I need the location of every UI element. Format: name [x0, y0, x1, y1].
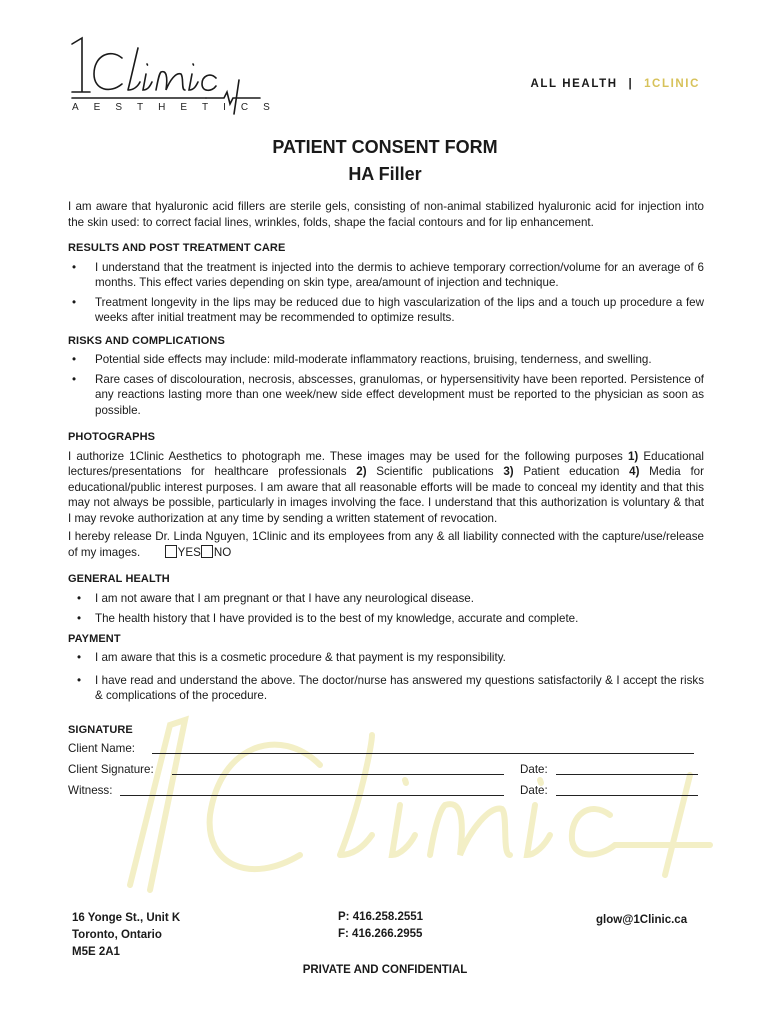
payment-heading: PAYMENT: [68, 632, 121, 645]
photo-number: 4): [629, 465, 640, 478]
form-title: [0, 134, 770, 188]
list-item: [68, 650, 704, 666]
client-name-field[interactable]: [152, 741, 694, 754]
client-name-row: [68, 741, 704, 762]
photo-number: 2): [356, 465, 367, 478]
list-item-text: I have read and understand the above. The doctor/nurse has answered my questions satisfactorily & I accept the risks & complications of the procedure.: [95, 673, 704, 702]
bullet-icon: •: [77, 591, 82, 605]
list-item: [68, 611, 704, 627]
witness-row: [68, 783, 704, 804]
footer-address: [72, 910, 180, 961]
risks-heading: RISKS AND COMPLICATIONS: [68, 334, 225, 347]
client-signature-row: [68, 762, 704, 783]
client-signature-label: Client Signature:: [68, 763, 154, 776]
list-item-text: I am aware that this is a cosmetic procedure & that payment is my responsibility.: [95, 651, 506, 664]
list-item-text: I understand that the treatment is injected into the dermis to achieve temporary correction/volume for an average of 6 months. This effect varies depending on skin type, area/amount of injection and technique.: [95, 260, 704, 289]
fax-number: F: 416.266.2955: [338, 928, 423, 940]
list-item: [68, 673, 704, 704]
photo-text: Educational lectures/presentations for healthcare professionals: [68, 449, 705, 478]
photo-number: 3): [503, 465, 514, 478]
bullet-icon: •: [72, 372, 77, 386]
address-line: Toronto, Ontario: [72, 929, 162, 941]
list-item: [68, 352, 704, 368]
list-item: [68, 372, 704, 419]
photo-text: I authorize 1Clinic Aesthetics to photograph me. These images may be used for the following purposes: [68, 449, 628, 463]
release-text: I hereby release Dr. Linda Nguyen, 1Clinic and its employees from any & all liability connected with the capture/use/release of my images.: [68, 530, 704, 559]
witness-field[interactable]: [120, 783, 504, 796]
signature-heading: SIGNATURE: [68, 723, 133, 736]
witness-label: Witness:: [68, 784, 113, 797]
bullet-icon: •: [77, 612, 82, 625]
tagline-left: ALL HEALTH: [530, 78, 618, 90]
date-label: Date:: [520, 763, 548, 776]
logo-subtext: AESTHETICS: [72, 102, 285, 113]
list-item-text: Treatment longevity in the lips may be reduced due to high vascularization of the lips and a touch up procedure a few weeks after initial treatment may be recommended to optimize results.: [95, 295, 704, 324]
photo-number: 1): [627, 449, 639, 463]
tagline-right: 1CLINIC: [644, 78, 700, 90]
general-health-heading: GENERAL HEALTH: [68, 573, 170, 585]
bullet-icon: •: [77, 651, 82, 664]
footer-email[interactable]: glow@1Clinic.ca: [596, 914, 688, 926]
intro-paragraph: I am aware that hyaluronic acid fillers are sterile gels, consisting of non-animal stabilized hyaluronic acid for injection into the skin used: to correct facial lines, wrinkles, folds, shape the facial contours and for lip enhancement.: [68, 200, 704, 229]
witness-date-field[interactable]: [556, 783, 698, 796]
results-heading: RESULTS AND POST TREATMENT CARE: [68, 242, 286, 254]
list-item-text: I am not aware that I am pregnant or that I have any neurological disease.: [95, 591, 474, 605]
client-date-field[interactable]: [556, 762, 698, 775]
photographs-paragraph: [68, 449, 704, 527]
form-title-main: PATIENT CONSENT FORM: [272, 137, 498, 157]
address-line: 16 Yonge St., Unit K: [72, 912, 181, 924]
bullet-icon: •: [72, 260, 77, 274]
footer-phone: [338, 909, 423, 943]
list-item: [68, 295, 704, 326]
list-item-text: Potential side effects may include: mild-moderate inflammatory reactions, bruising, tenderness, and swelling.: [95, 353, 652, 366]
photographs-heading: PHOTOGRAPHS: [68, 431, 156, 443]
list-item-text: Rare cases of discolouration, necrosis, abscesses, granulomas, or hypersensitivity have been reported. Persistence of any reactions lasting more than one week/new side effect development must be reported to the physician as soon as possible.: [95, 372, 704, 417]
no-checkbox[interactable]: [201, 545, 213, 558]
client-signature-field[interactable]: [172, 762, 504, 775]
tagline-separator: |: [628, 78, 634, 90]
form-title-sub: HA Filler: [348, 164, 422, 184]
date-label: Date:: [520, 784, 548, 797]
yes-checkbox[interactable]: [165, 545, 177, 558]
photo-text: Patient education: [513, 465, 630, 478]
phone-number: P: 416.258.2551: [338, 911, 424, 923]
list-item: [68, 591, 704, 607]
list-item-text: The health history that I have provided is to the best of my knowledge, accurate and complete.: [95, 612, 579, 625]
photo-text: Scientific publications: [366, 465, 504, 478]
client-name-label: Client Name:: [68, 742, 136, 755]
list-item: [68, 260, 704, 291]
form-body: [68, 199, 704, 804]
address-line: M5E 2A1: [72, 946, 120, 958]
bullet-icon: •: [72, 353, 77, 366]
bullet-icon: •: [72, 295, 77, 309]
release-paragraph: [68, 529, 704, 560]
bullet-icon: •: [77, 673, 82, 687]
yes-label: YES: [177, 545, 201, 559]
photo-text: Media for educational/public interest purposes. I am aware that all reasonable efforts will be made to conceal my identity and that this may not always be possible, particularly in images involving the face. I understand that this authorization is voluntary & that I may revoke authorization at any time by sending a written statement of revocation.: [68, 465, 704, 525]
confidential-note: PRIVATE AND CONFIDENTIAL: [302, 964, 468, 976]
header-tagline: [531, 78, 700, 90]
no-label: NO: [213, 545, 232, 559]
